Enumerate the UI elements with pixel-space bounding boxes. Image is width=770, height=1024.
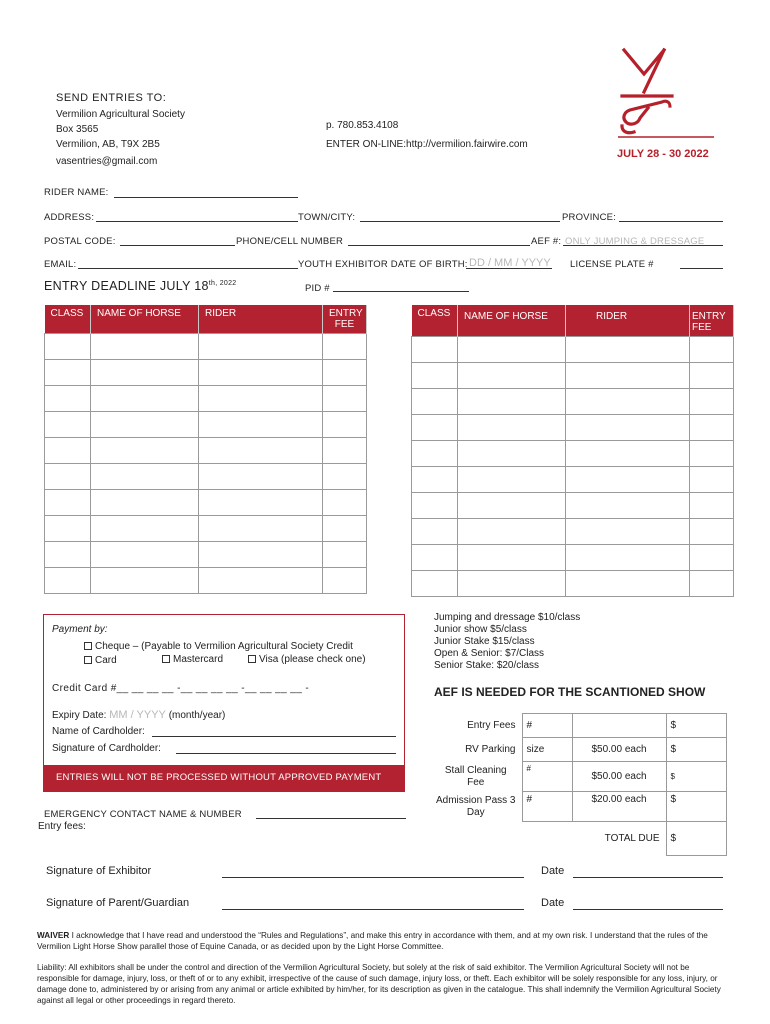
entry-table-right [411, 305, 734, 597]
rv-size[interactable]: size [522, 738, 572, 762]
rider-cell[interactable] [199, 568, 323, 594]
class-cell[interactable] [412, 467, 458, 493]
email-label: EMAIL: [44, 259, 77, 270]
fee-cell[interactable] [690, 519, 734, 545]
entry-row [45, 464, 367, 490]
class-cell[interactable] [412, 545, 458, 571]
entry-row [45, 516, 367, 542]
dob-hint: DD / MM / YYYY [469, 257, 551, 269]
exhibitor-signature-field[interactable] [222, 877, 524, 878]
province-field[interactable] [619, 221, 723, 222]
vas-logo [616, 44, 716, 146]
fee-cell[interactable] [323, 464, 367, 490]
class-cell[interactable] [412, 441, 458, 467]
cardholder-name-label: Name of Cardholder: [52, 726, 145, 737]
postal-field[interactable] [120, 245, 235, 246]
rider-cell[interactable] [566, 389, 690, 415]
class-cell[interactable] [45, 542, 91, 568]
entry-fees-label: Entry fees: [38, 821, 86, 832]
horse-cell[interactable] [458, 519, 566, 545]
class-cell[interactable] [45, 334, 91, 360]
col-horse: NAME OF HORSE [91, 305, 199, 334]
col-fee: ENTRY FEE [323, 305, 367, 334]
rider-cell[interactable] [566, 493, 690, 519]
fee-cell[interactable] [690, 441, 734, 467]
mastercard-option[interactable]: Mastercard [162, 654, 223, 665]
license-field[interactable] [680, 268, 723, 269]
stall-price: $50.00 each [572, 762, 666, 792]
address-field[interactable] [96, 221, 298, 222]
admission-price: $20.00 each [572, 792, 666, 822]
parent-date-field[interactable] [573, 909, 723, 910]
checkbox-icon [162, 655, 170, 663]
horse-cell[interactable] [91, 360, 199, 386]
col-rider: RIDER [199, 305, 323, 334]
rider-cell[interactable] [199, 490, 323, 516]
org-city: Vermilion, AB, T9X 2B5 [56, 139, 160, 150]
rider-cell[interactable] [566, 363, 690, 389]
fee-cell[interactable] [690, 363, 734, 389]
rider-cell[interactable] [199, 360, 323, 386]
class-cell[interactable] [45, 386, 91, 412]
entry-row [412, 571, 734, 597]
exhibitor-date-label: Date [541, 865, 565, 877]
col-class: CLASS [412, 305, 458, 337]
aef-needed: AEF IS NEEDED FOR THE SCANTIONED SHOW [434, 685, 706, 699]
horse-cell[interactable] [458, 337, 566, 363]
horse-cell[interactable] [458, 389, 566, 415]
rider-cell[interactable] [566, 467, 690, 493]
col-fee: ENTRY FEE [690, 305, 734, 337]
entry-row [412, 519, 734, 545]
payment-box [43, 614, 405, 792]
entry-row [45, 542, 367, 568]
horse-cell[interactable] [91, 464, 199, 490]
town-label: TOWN/CITY: [298, 212, 356, 223]
entry-row [412, 545, 734, 571]
class-cell[interactable] [45, 360, 91, 386]
entry-fees-label: Entry Fees [467, 720, 516, 731]
phone-number: p. 780.853.4108 [326, 120, 399, 131]
cheque-option[interactable]: Cheque – (Payable to Vermilion Agricultural Society Credit [84, 641, 353, 652]
entry-row [412, 415, 734, 441]
send-entries-title: SEND ENTRIES TO: [56, 92, 167, 104]
fee-cell[interactable] [323, 412, 367, 438]
emergency-label: EMERGENCY CONTACT NAME & NUMBER [44, 809, 242, 820]
total-due-field[interactable]: $ [666, 822, 726, 856]
email-field[interactable] [78, 268, 298, 269]
rider-cell[interactable] [566, 571, 690, 597]
cardholder-signature-field[interactable] [176, 753, 396, 754]
class-cell[interactable] [412, 493, 458, 519]
org-name: Vermilion Agricultural Society [56, 109, 185, 120]
parent-signature-field[interactable] [222, 909, 524, 910]
fee-cell[interactable] [323, 542, 367, 568]
entry-row [412, 389, 734, 415]
price-line: Senior Stake: $20/class [434, 660, 540, 671]
exhibitor-date-field[interactable] [573, 877, 723, 878]
rider-cell[interactable] [199, 464, 323, 490]
dob-field[interactable] [466, 268, 552, 269]
payment-notice: ENTRIES WILL NOT BE PROCESSED WITHOUT APPROVED PAYMENT [44, 765, 404, 791]
entry-deadline: ENTRY DEADLINE JULY $18^{th, 2022}$ [44, 279, 237, 293]
online-entry: ENTER ON-LINE:http://vermilion.fairwire.com [326, 139, 528, 150]
rv-total[interactable]: $ [666, 738, 726, 762]
fee-cell[interactable] [690, 389, 734, 415]
horse-cell[interactable] [91, 334, 199, 360]
rider-cell[interactable] [566, 545, 690, 571]
horse-cell[interactable] [91, 516, 199, 542]
fee-cell[interactable] [323, 386, 367, 412]
entry-row [45, 360, 367, 386]
expiry-field[interactable]: Expiry Date: MM / YYYY (month/year) [52, 709, 226, 721]
phone-field[interactable] [348, 245, 530, 246]
youth-dob-label: YOUTH EXHIBITOR DATE OF BIRTH: [298, 259, 468, 270]
entry-table-left [44, 305, 367, 594]
entry-row [412, 441, 734, 467]
rv-price: $50.00 each [572, 738, 666, 762]
horse-cell[interactable] [91, 490, 199, 516]
pid-label: PID # [305, 283, 330, 294]
pid-field[interactable] [333, 291, 469, 292]
rider-cell[interactable] [199, 542, 323, 568]
entry-row [45, 386, 367, 412]
horse-cell[interactable] [458, 493, 566, 519]
horse-cell[interactable] [458, 571, 566, 597]
rider-cell[interactable] [566, 441, 690, 467]
class-cell[interactable] [45, 464, 91, 490]
horse-cell[interactable] [91, 412, 199, 438]
admission-count[interactable]: # [522, 792, 572, 822]
org-email: vasentries@gmail.com [56, 156, 158, 167]
rider-name-label: RIDER NAME: [44, 187, 109, 198]
checkbox-icon [84, 642, 92, 650]
address-label: ADDRESS: [44, 212, 95, 223]
horse-cell[interactable] [458, 545, 566, 571]
credit-card-field[interactable]: Credit Card #__ __ __ __ -__ __ __ __ -__ __ __ __ - [52, 683, 310, 694]
horse-cell[interactable] [91, 438, 199, 464]
town-field[interactable] [360, 221, 560, 222]
fee-cell[interactable] [690, 571, 734, 597]
horse-cell[interactable] [91, 542, 199, 568]
entry-row [45, 568, 367, 594]
fee-cell[interactable] [323, 568, 367, 594]
stall-total[interactable]: $ [666, 762, 726, 792]
province-label: PROVINCE: [562, 212, 617, 223]
rider-cell[interactable] [199, 438, 323, 464]
entry-fees-count[interactable]: # [522, 714, 572, 738]
rider-cell[interactable] [566, 415, 690, 441]
rider-cell[interactable] [566, 519, 690, 545]
visa-option[interactable]: Visa (please check one) [248, 654, 366, 665]
entry-fees-total[interactable]: $ [666, 714, 726, 738]
parent-signature-label: Signature of Parent/Guardian [46, 897, 190, 909]
entry-row [45, 438, 367, 464]
stall-cleaning-label: Stall Cleaning Fee [444, 764, 507, 788]
aef-field[interactable] [563, 245, 723, 246]
horse-cell[interactable] [458, 441, 566, 467]
entry-row [412, 493, 734, 519]
class-cell[interactable] [412, 415, 458, 441]
fee-cell[interactable] [690, 415, 734, 441]
entry-row [45, 334, 367, 360]
waiver-text: WAIVER I acknowledge that I have read and understood the “Rules and Regulations”, and make this entry in accordance with them, and at my own risk. I understand that the rules of the Vermilion Light Horse Show parallel those of Equine Canada, or as decided upon by the Light Horse Committee. [37, 931, 708, 951]
rider-cell[interactable] [566, 337, 690, 363]
col-horse: NAME OF HORSE [458, 305, 566, 337]
show-dates: JULY 28 - 30 2022 [617, 148, 709, 160]
rider-cell[interactable] [199, 386, 323, 412]
rider-cell[interactable] [199, 516, 323, 542]
class-cell[interactable] [45, 490, 91, 516]
rv-parking-label: RV Parking [465, 744, 516, 755]
fee-cell[interactable] [323, 334, 367, 360]
aef-label: AEF #: [531, 236, 562, 247]
entry-fees-price [572, 714, 666, 738]
horse-cell[interactable] [458, 467, 566, 493]
cardholder-name-field[interactable] [152, 736, 396, 737]
horse-cell[interactable] [91, 568, 199, 594]
exhibitor-signature-label: Signature of Exhibitor [46, 865, 152, 877]
admission-total[interactable]: $ [666, 792, 726, 822]
entry-row [45, 490, 367, 516]
price-line: Junior Stake $15/class [434, 636, 535, 647]
liability-text: Liability: All exhibitors shall be under the control and direction of the Vermilion Agricultural Society, but solely at the risk of said exhibitor. The Vermilion Agricultural Society will not be responsible for damage, injury, loss, or theft of or to any exhibit, irrespective of the cause of such damage, injury loss, or theft. Each exhibitor will be solely responsible for any loss, injury, or damage done to, administered by or arising from any animal or article exhibited by him/her, for its description as given in the catalogue. This shall indemnify the Vermilion Agricultural Society against all legal or other proceedings in regard thereto. [37, 963, 721, 1005]
checkbox-icon [84, 656, 92, 664]
price-line: Open & Senior: $7/Class [434, 648, 545, 659]
rider-name-field[interactable] [114, 197, 298, 198]
aef-hint: ONLY JUMPING & DRESSAGE [565, 236, 705, 247]
class-cell[interactable] [45, 568, 91, 594]
card-option[interactable]: Card [84, 655, 117, 666]
emergency-field[interactable] [256, 818, 406, 819]
horse-cell[interactable] [458, 363, 566, 389]
entry-row [412, 363, 734, 389]
horse-cell[interactable] [91, 386, 199, 412]
entry-row [45, 412, 367, 438]
pricing-list [434, 612, 580, 672]
col-class: CLASS [45, 305, 91, 334]
license-label: LICENSE PLATE # [570, 259, 654, 270]
fees-table [432, 713, 727, 856]
entry-row [412, 337, 734, 363]
stall-count[interactable]: # [522, 762, 572, 792]
col-rider: RIDER [566, 305, 690, 337]
class-cell[interactable] [412, 389, 458, 415]
class-cell[interactable] [412, 363, 458, 389]
class-cell[interactable] [45, 516, 91, 542]
fee-cell[interactable] [690, 493, 734, 519]
class-cell[interactable] [412, 337, 458, 363]
fee-cell[interactable] [323, 360, 367, 386]
fee-cell[interactable] [690, 337, 734, 363]
fee-cell[interactable] [690, 467, 734, 493]
checkbox-icon [248, 655, 256, 663]
entry-row [412, 467, 734, 493]
payment-title: Payment by: [52, 624, 108, 635]
org-box: Box 3565 [56, 124, 99, 135]
class-cell[interactable] [45, 412, 91, 438]
fee-cell[interactable] [690, 545, 734, 571]
admission-label: Admission Pass 3 Day [436, 794, 516, 818]
price-line: Jumping and dressage $10/class [434, 612, 581, 623]
postal-label: POSTAL CODE: [44, 236, 116, 247]
rider-cell[interactable] [199, 412, 323, 438]
fee-cell[interactable] [323, 516, 367, 542]
cardholder-signature-label: Signature of Cardholder: [52, 743, 161, 754]
fee-cell[interactable] [323, 490, 367, 516]
class-cell[interactable] [45, 438, 91, 464]
fee-cell[interactable] [323, 438, 367, 464]
rider-cell[interactable] [199, 334, 323, 360]
price-line: Junior show $5/class [434, 624, 527, 635]
horse-cell[interactable] [458, 415, 566, 441]
class-cell[interactable] [412, 571, 458, 597]
parent-date-label: Date [541, 897, 565, 909]
total-due-label: TOTAL DUE [604, 833, 660, 845]
phone-label: PHONE/CELL NUMBER [236, 236, 344, 247]
class-cell[interactable] [412, 519, 458, 545]
